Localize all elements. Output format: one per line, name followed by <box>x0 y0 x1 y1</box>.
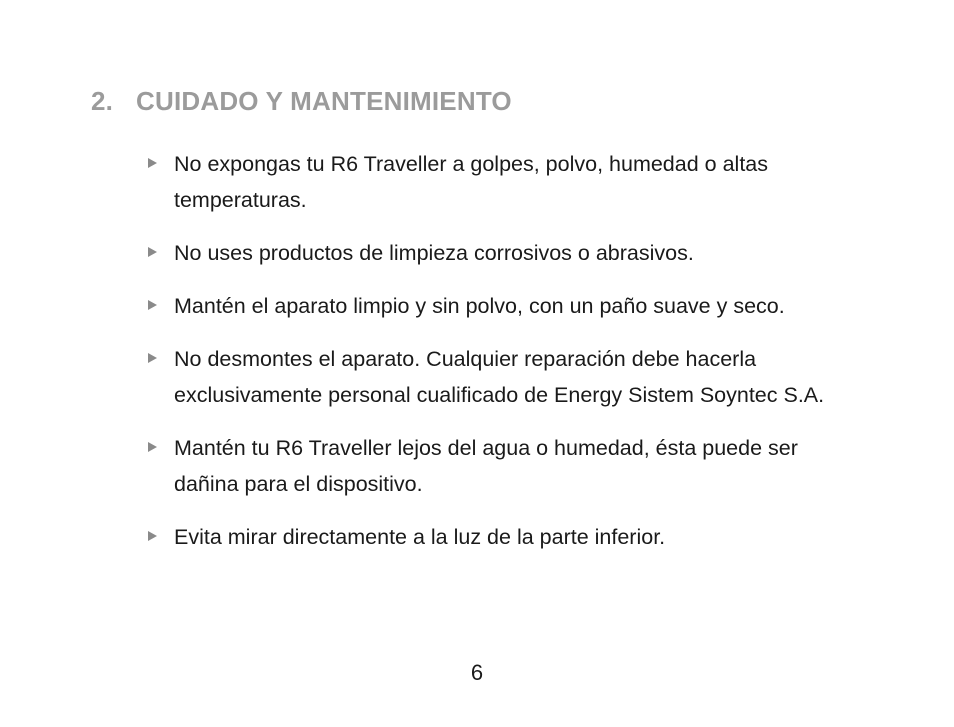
triangle-right-icon <box>148 531 157 541</box>
section-heading <box>91 86 512 117</box>
list-item-text: Mantén tu R6 Traveller lejos del agua o humedad, ésta puede ser dañina para el dispositivo. <box>174 436 798 496</box>
triangle-right-icon <box>148 158 157 168</box>
care-instructions-list <box>148 146 848 572</box>
list-item <box>148 430 848 502</box>
section-number: 2. <box>91 86 114 116</box>
list-item <box>148 288 848 324</box>
page-number: 6 <box>470 660 484 685</box>
list-item-text: Evita mirar directamente a la luz de la parte inferior. <box>174 525 666 549</box>
list-item <box>148 341 848 413</box>
list-item <box>148 519 848 555</box>
list-item <box>148 235 848 271</box>
list-item-text: No expongas tu R6 Traveller a golpes, polvo, humedad o altas temperaturas. <box>174 152 769 212</box>
triangle-right-icon <box>148 300 157 310</box>
triangle-right-icon <box>148 247 157 257</box>
triangle-right-icon <box>148 353 157 363</box>
list-item-text: No uses productos de limpieza corrosivos o abrasivos. <box>174 241 694 265</box>
section-title: CUIDADO Y MANTENIMIENTO <box>136 86 512 116</box>
triangle-right-icon <box>148 442 157 452</box>
list-item-text: Mantén el aparato limpio y sin polvo, con un paño suave y seco. <box>174 294 785 318</box>
list-item-text: No desmontes el aparato. Cualquier reparación debe hacerla exclusivamente personal cualificado de Energy Sistem Soyntec S.A. <box>174 347 825 407</box>
list-item <box>148 146 848 218</box>
